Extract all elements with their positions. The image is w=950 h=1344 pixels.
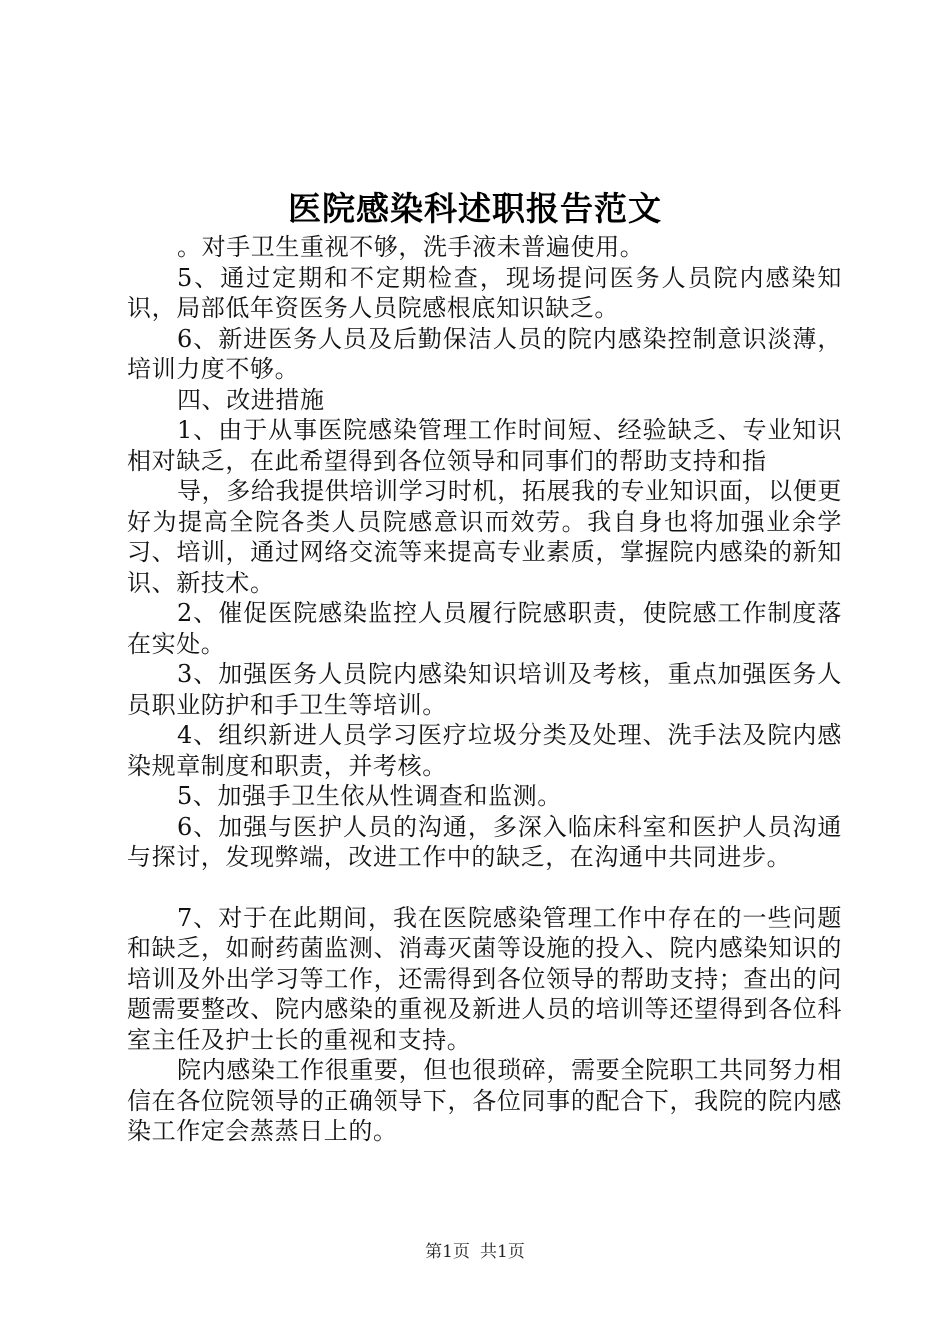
page-number: 第1页 xyxy=(425,1242,470,1262)
paragraph: 4、组织新进人员学习医疗垃圾分类及处理、洗手法及院内感染规章制度和职责，并考核。 xyxy=(127,721,842,780)
paragraph: 1、由于从事医院感染管理工作时间短、经验缺乏、专业知识相对缺乏，在此希望得到各位领导和同事们的帮助支持和指 xyxy=(127,416,842,475)
paragraph: 。对手卫生重视不够，洗手液未普遍使用。 xyxy=(177,233,645,261)
page-total: 共1页 xyxy=(480,1242,525,1262)
paragraph: 7、对于在此期间，我在医院感染管理工作中存在的一些问题和缺乏，如耐药菌监测、消毒灭菌等设施的投入、院内感染知识的培训及外出学习等工作，还需得到各位领导的帮助支持；查出的问题需要整改、院内感染的重视及新进人员的培训等还望得到各位科室主任及护士长的重视和支持。 xyxy=(127,903,842,1054)
paragraph: 6、加强与医护人员的沟通，多深入临床科室和医护人员沟通与探讨，发现弊端，改进工作中的缺乏，在沟通中共同进步。 xyxy=(127,812,842,871)
paragraph: 6、新进医务人员及后勤保洁人员的院内感染控制意识淡薄，培训力度不够。 xyxy=(127,324,842,383)
paragraph: 3、加强医务人员院内感染知识培训及考核，重点加强医务人员职业防护和手卫生等培训。 xyxy=(127,660,842,719)
document-body xyxy=(127,232,842,1147)
document-title: 医院感染科述职报告范文 xyxy=(288,189,662,228)
paragraph: 院内感染工作很重要，但也很琐碎，需要全院职工共同努力相信在各位院领导的正确领导下，各位同事的配合下，我院的院内感染工作定会蒸蒸日上的。 xyxy=(127,1056,842,1145)
paragraph: 2、催促医院感染监控人员履行院感职责，使院感工作制度落在实处。 xyxy=(127,599,842,658)
paragraph: 导，多给我提供培训学习时机，拓展我的专业知识面，以便更好为提高全院各类人员院感意识而效劳。我自身也将加强业余学习、培训，通过网络交流等来提高专业素质，掌握院内感染的新知识、新技术。 xyxy=(127,477,842,597)
section-heading: 四、改进措施 xyxy=(177,385,325,414)
paragraph: 5、通过定期和不定期检查，现场提问医务人员院内感染知识，局部低年资医务人员院感根底知识缺乏。 xyxy=(127,263,842,322)
page-footer xyxy=(0,1240,950,1264)
paragraph: 5、加强手卫生依从性调查和监测。 xyxy=(177,782,562,810)
